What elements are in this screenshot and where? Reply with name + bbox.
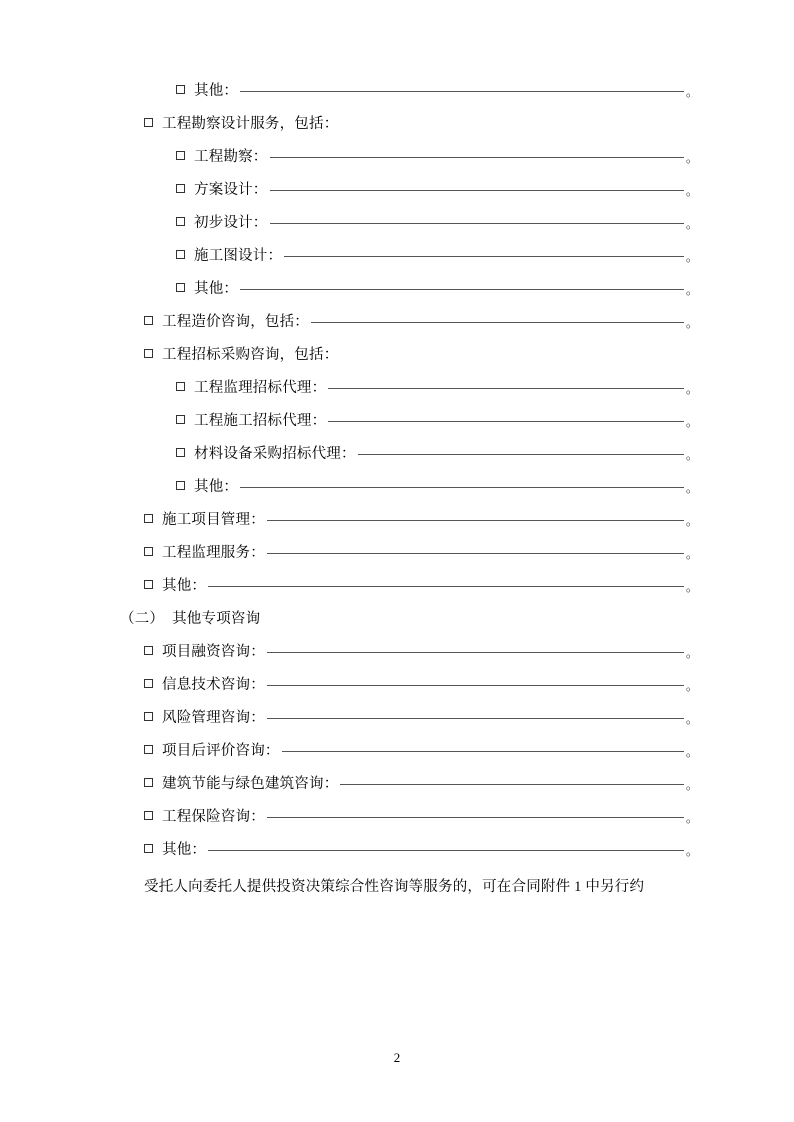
checkbox-label: 其他： xyxy=(162,578,207,594)
checkbox-row[interactable] xyxy=(96,546,698,561)
checkbox-row[interactable] xyxy=(96,810,698,825)
checkbox-row[interactable] xyxy=(96,381,698,396)
line-end-mark: 。 xyxy=(685,316,698,330)
fill-in-line[interactable] xyxy=(270,157,684,158)
line-end-mark: 。 xyxy=(685,151,698,165)
fill-in-line[interactable] xyxy=(267,817,684,818)
section-number: （二） xyxy=(120,611,165,627)
checkbox-row[interactable] xyxy=(96,117,698,132)
fill-in-line[interactable] xyxy=(208,586,684,587)
fill-in-line[interactable] xyxy=(358,454,684,455)
line-end-mark: 。 xyxy=(685,85,698,99)
checkbox-icon[interactable] xyxy=(176,448,185,457)
fill-in-line[interactable] xyxy=(240,91,684,92)
checkbox-icon[interactable] xyxy=(144,316,153,325)
checkbox-row[interactable] xyxy=(96,777,698,792)
checkbox-label: 方案设计： xyxy=(194,182,268,198)
checkbox-icon[interactable] xyxy=(144,844,153,853)
checkbox-icon[interactable] xyxy=(144,349,153,358)
fill-in-line[interactable] xyxy=(311,322,684,323)
line-end-mark: 。 xyxy=(685,646,698,660)
checkbox-label: 工程造价咨询，包括： xyxy=(162,314,309,330)
checkbox-icon[interactable] xyxy=(176,151,185,160)
checkbox-icon[interactable] xyxy=(144,679,153,688)
checkbox-icon[interactable] xyxy=(176,85,185,94)
checkbox-label: 其他： xyxy=(194,281,239,297)
checkbox-row[interactable] xyxy=(96,348,698,363)
checkbox-label: 工程勘察： xyxy=(194,149,268,165)
fill-in-line[interactable] xyxy=(282,751,684,752)
checkbox-label: 信息技术咨询： xyxy=(162,677,265,693)
checkbox-row[interactable] xyxy=(96,711,698,726)
line-end-mark: 。 xyxy=(685,580,698,594)
line-end-mark: 。 xyxy=(685,250,698,264)
fill-in-line[interactable] xyxy=(267,553,684,554)
fill-in-line[interactable] xyxy=(267,718,684,719)
fill-in-line[interactable] xyxy=(340,784,684,785)
checkbox-icon[interactable] xyxy=(176,217,185,226)
line-end-mark: 。 xyxy=(685,448,698,462)
checkbox-icon[interactable] xyxy=(144,745,153,754)
checkbox-label: 风险管理咨询： xyxy=(162,710,265,726)
checkbox-label: 工程施工招标代理： xyxy=(194,413,327,429)
checkbox-label: 施工图设计： xyxy=(194,248,283,264)
line-end-mark: 。 xyxy=(685,811,698,825)
checkbox-icon[interactable] xyxy=(176,415,185,424)
fill-in-line[interactable] xyxy=(267,685,684,686)
checkbox-label: 其他： xyxy=(162,842,207,858)
page-number: 2 xyxy=(393,1050,401,1065)
line-end-mark: 。 xyxy=(685,415,698,429)
checkbox-icon[interactable] xyxy=(144,778,153,787)
line-end-mark: 。 xyxy=(685,382,698,396)
checkbox-row[interactable] xyxy=(96,678,698,693)
checkbox-row[interactable] xyxy=(96,480,698,495)
line-end-mark: 。 xyxy=(685,745,698,759)
fill-in-line[interactable] xyxy=(328,421,684,422)
checkbox-row[interactable] xyxy=(96,414,698,429)
line-end-mark: 。 xyxy=(685,844,698,858)
checkbox-label: 项目融资咨询： xyxy=(162,644,265,660)
checkbox-row[interactable] xyxy=(96,645,698,660)
checkbox-label: 施工项目管理： xyxy=(162,512,265,528)
line-end-mark: 。 xyxy=(685,283,698,297)
fill-in-line[interactable] xyxy=(240,487,684,488)
checkbox-label: 材料设备采购招标代理： xyxy=(194,446,356,462)
checkbox-label: 其他： xyxy=(194,479,239,495)
checkbox-icon[interactable] xyxy=(144,811,153,820)
checkbox-row[interactable] xyxy=(96,447,698,462)
checkbox-label: 项目后评价咨询： xyxy=(162,743,280,759)
checkbox-icon[interactable] xyxy=(176,250,185,259)
checkbox-label: 工程招标采购咨询，包括： xyxy=(162,347,339,363)
line-end-mark: 。 xyxy=(685,712,698,726)
checkbox-icon[interactable] xyxy=(144,118,153,127)
fill-in-line[interactable] xyxy=(270,190,684,191)
checkbox-label: 工程保险咨询： xyxy=(162,809,265,825)
checkbox-row[interactable] xyxy=(96,744,698,759)
fill-in-line[interactable] xyxy=(284,256,684,257)
checkbox-row[interactable] xyxy=(96,579,698,594)
checkbox-icon[interactable] xyxy=(144,547,153,556)
checkbox-label: 工程监理招标代理： xyxy=(194,380,327,396)
checkbox-row[interactable] xyxy=(96,150,698,165)
checkbox-row[interactable] xyxy=(96,843,698,858)
fill-in-line[interactable] xyxy=(328,388,684,389)
section-title: 其他专项咨询 xyxy=(172,611,261,627)
checkbox-label: 初步设计： xyxy=(194,215,268,231)
document-content xyxy=(96,84,698,899)
fill-in-line[interactable] xyxy=(270,223,684,224)
checkbox-icon[interactable] xyxy=(176,481,185,490)
closing-paragraph: 受托人向委托人提供投资决策综合性咨询等服务的，可在合同附件 1 中另行约 xyxy=(144,879,645,895)
checkbox-icon[interactable] xyxy=(144,712,153,721)
checkbox-icon[interactable] xyxy=(144,580,153,589)
checkbox-row[interactable] xyxy=(96,282,698,297)
fill-in-line[interactable] xyxy=(267,520,684,521)
checkbox-row[interactable] xyxy=(96,183,698,198)
fill-in-line[interactable] xyxy=(208,850,684,851)
checkbox-row[interactable] xyxy=(96,84,698,99)
line-end-mark: 。 xyxy=(685,217,698,231)
checkbox-row[interactable] xyxy=(96,216,698,231)
fill-in-line[interactable] xyxy=(240,289,684,290)
checkbox-icon[interactable] xyxy=(144,514,153,523)
line-end-mark: 。 xyxy=(685,778,698,792)
checkbox-icon[interactable] xyxy=(144,646,153,655)
section-heading xyxy=(96,612,698,627)
checkbox-icon[interactable] xyxy=(176,184,185,193)
checkbox-icon[interactable] xyxy=(176,382,185,391)
checkbox-label: 工程勘察设计服务，包括： xyxy=(162,116,339,132)
line-end-mark: 。 xyxy=(685,481,698,495)
fill-in-line[interactable] xyxy=(267,652,684,653)
line-end-mark: 。 xyxy=(685,514,698,528)
checkbox-icon[interactable] xyxy=(176,283,185,292)
checkbox-row[interactable] xyxy=(96,249,698,264)
checkbox-label: 建筑节能与绿色建筑咨询： xyxy=(162,776,339,792)
line-end-mark: 。 xyxy=(685,679,698,693)
line-end-mark: 。 xyxy=(685,547,698,561)
checkbox-row[interactable] xyxy=(96,315,698,330)
line-end-mark: 。 xyxy=(685,184,698,198)
checkbox-label: 工程监理服务： xyxy=(162,545,265,561)
checkbox-row[interactable] xyxy=(96,513,698,528)
checkbox-label: 其他： xyxy=(194,83,239,99)
